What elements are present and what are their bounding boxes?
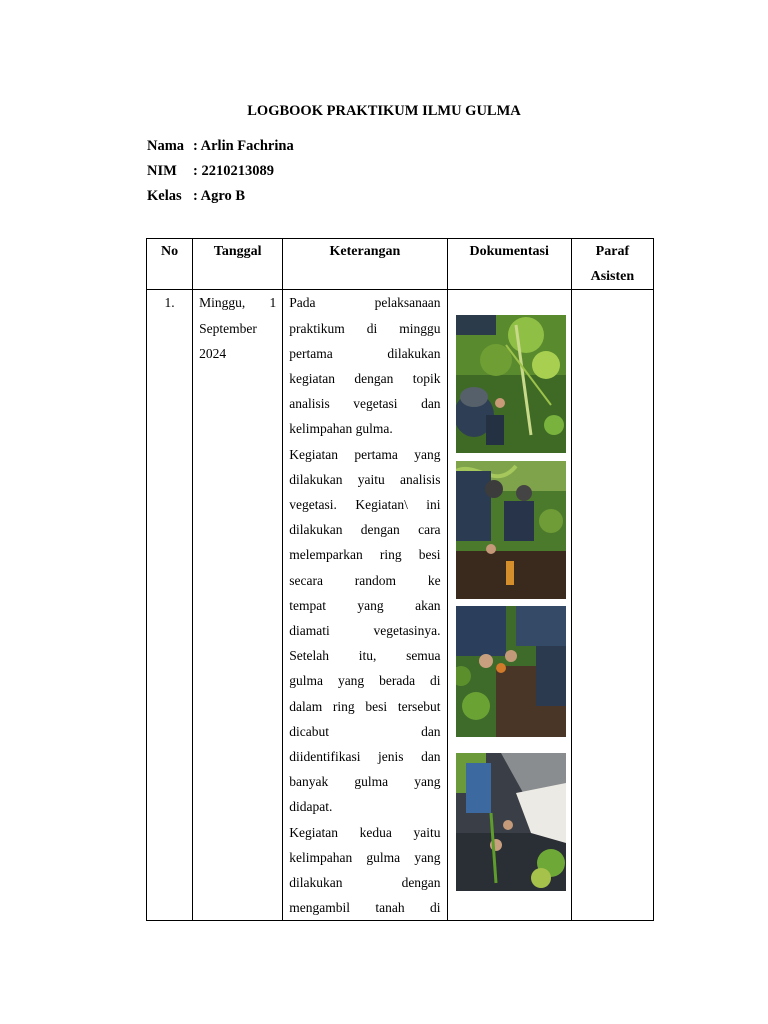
keterangan-line: dilakukan dengan <box>289 875 441 891</box>
header-tanggal: Tanggal <box>193 239 283 290</box>
keterangan-line: melemparkan ring besi <box>289 547 441 563</box>
keterangan-line: didapat. <box>289 799 333 815</box>
keterangan-line: vegetasi. Kegiatan\ ini <box>289 497 441 513</box>
keterangan-line: dilakukan yaitu analisis <box>289 471 441 487</box>
field-photo-sampling-plastic <box>456 753 566 891</box>
keterangan-line: diidentifikasi jenis dan <box>289 749 441 765</box>
info-nim <box>147 162 274 180</box>
keterangan-line: pertama dilakukan <box>289 345 441 361</box>
keterangan-line: dilakukan dengan cara <box>289 522 441 538</box>
keterangan-line: kelimpahan gulma. <box>289 421 393 437</box>
keterangan-line: mengambil tanah di <box>289 900 441 916</box>
keterangan-line: dicabut dan <box>289 723 441 739</box>
keterangan-line: gulma yang berada di <box>289 673 441 689</box>
field-photo-students-planting <box>456 461 566 599</box>
logbook-table <box>146 238 654 921</box>
keterangan-line: diamati vegetasinya. <box>289 623 441 639</box>
cell-no: 1. <box>147 290 193 921</box>
info-value-kelas: : Agro B <box>193 188 246 204</box>
info-label-kelas: Kelas <box>147 188 182 204</box>
info-kelas <box>147 187 245 205</box>
cell-paraf-asisten <box>571 290 653 921</box>
tanggal-line: September <box>199 320 257 336</box>
keterangan-line: Setelah itu, semua <box>289 648 441 664</box>
keterangan-line: dalam ring besi tersebut <box>289 698 441 714</box>
cell-dokumentasi <box>447 290 571 921</box>
header-paraf-line-1: Paraf <box>595 244 630 259</box>
header-paraf-line-2: Asisten <box>590 269 635 285</box>
table-header-row <box>147 239 654 290</box>
table-row <box>147 290 654 921</box>
header-no: No <box>147 239 193 290</box>
keterangan-text <box>289 290 440 920</box>
field-photo-weeds-ring <box>456 315 566 453</box>
keterangan-line: Pada pelaksanaan <box>289 295 441 311</box>
tanggal-line: Minggu, 1 <box>199 295 277 311</box>
field-photo-hands-soil <box>456 606 566 737</box>
cell-keterangan <box>283 290 447 921</box>
keterangan-line: banyak gulma yang <box>289 774 441 790</box>
keterangan-line: kegiatan dengan topik <box>289 371 441 387</box>
keterangan-line: Kegiatan pertama yang <box>289 446 441 462</box>
header-keterangan: Keterangan <box>283 239 447 290</box>
keterangan-line: tempat yang akan <box>289 597 441 613</box>
info-label-nama: Nama <box>147 138 185 154</box>
cell-tanggal <box>193 290 283 921</box>
keterangan-line: kelimpahan gulma yang <box>289 849 441 865</box>
info-value-nim: : 2210213089 <box>193 163 274 179</box>
info-value-nama: : Arlin Fachrina <box>193 138 294 154</box>
header-dokumentasi: Dokumentasi <box>447 239 571 290</box>
info-nama <box>147 137 294 155</box>
header-paraf-asisten <box>571 239 653 290</box>
info-label-nim: NIM <box>147 163 177 179</box>
keterangan-line: Kegiatan kedua yaitu <box>289 824 441 840</box>
keterangan-line: analisis vegetasi dan <box>289 396 441 412</box>
keterangan-line: secara random ke <box>289 572 441 588</box>
keterangan-line: praktikum di minggu <box>289 320 441 336</box>
tanggal-line: 2024 <box>199 345 227 361</box>
document-title: LOGBOOK PRAKTIKUM ILMU GULMA <box>247 103 521 119</box>
